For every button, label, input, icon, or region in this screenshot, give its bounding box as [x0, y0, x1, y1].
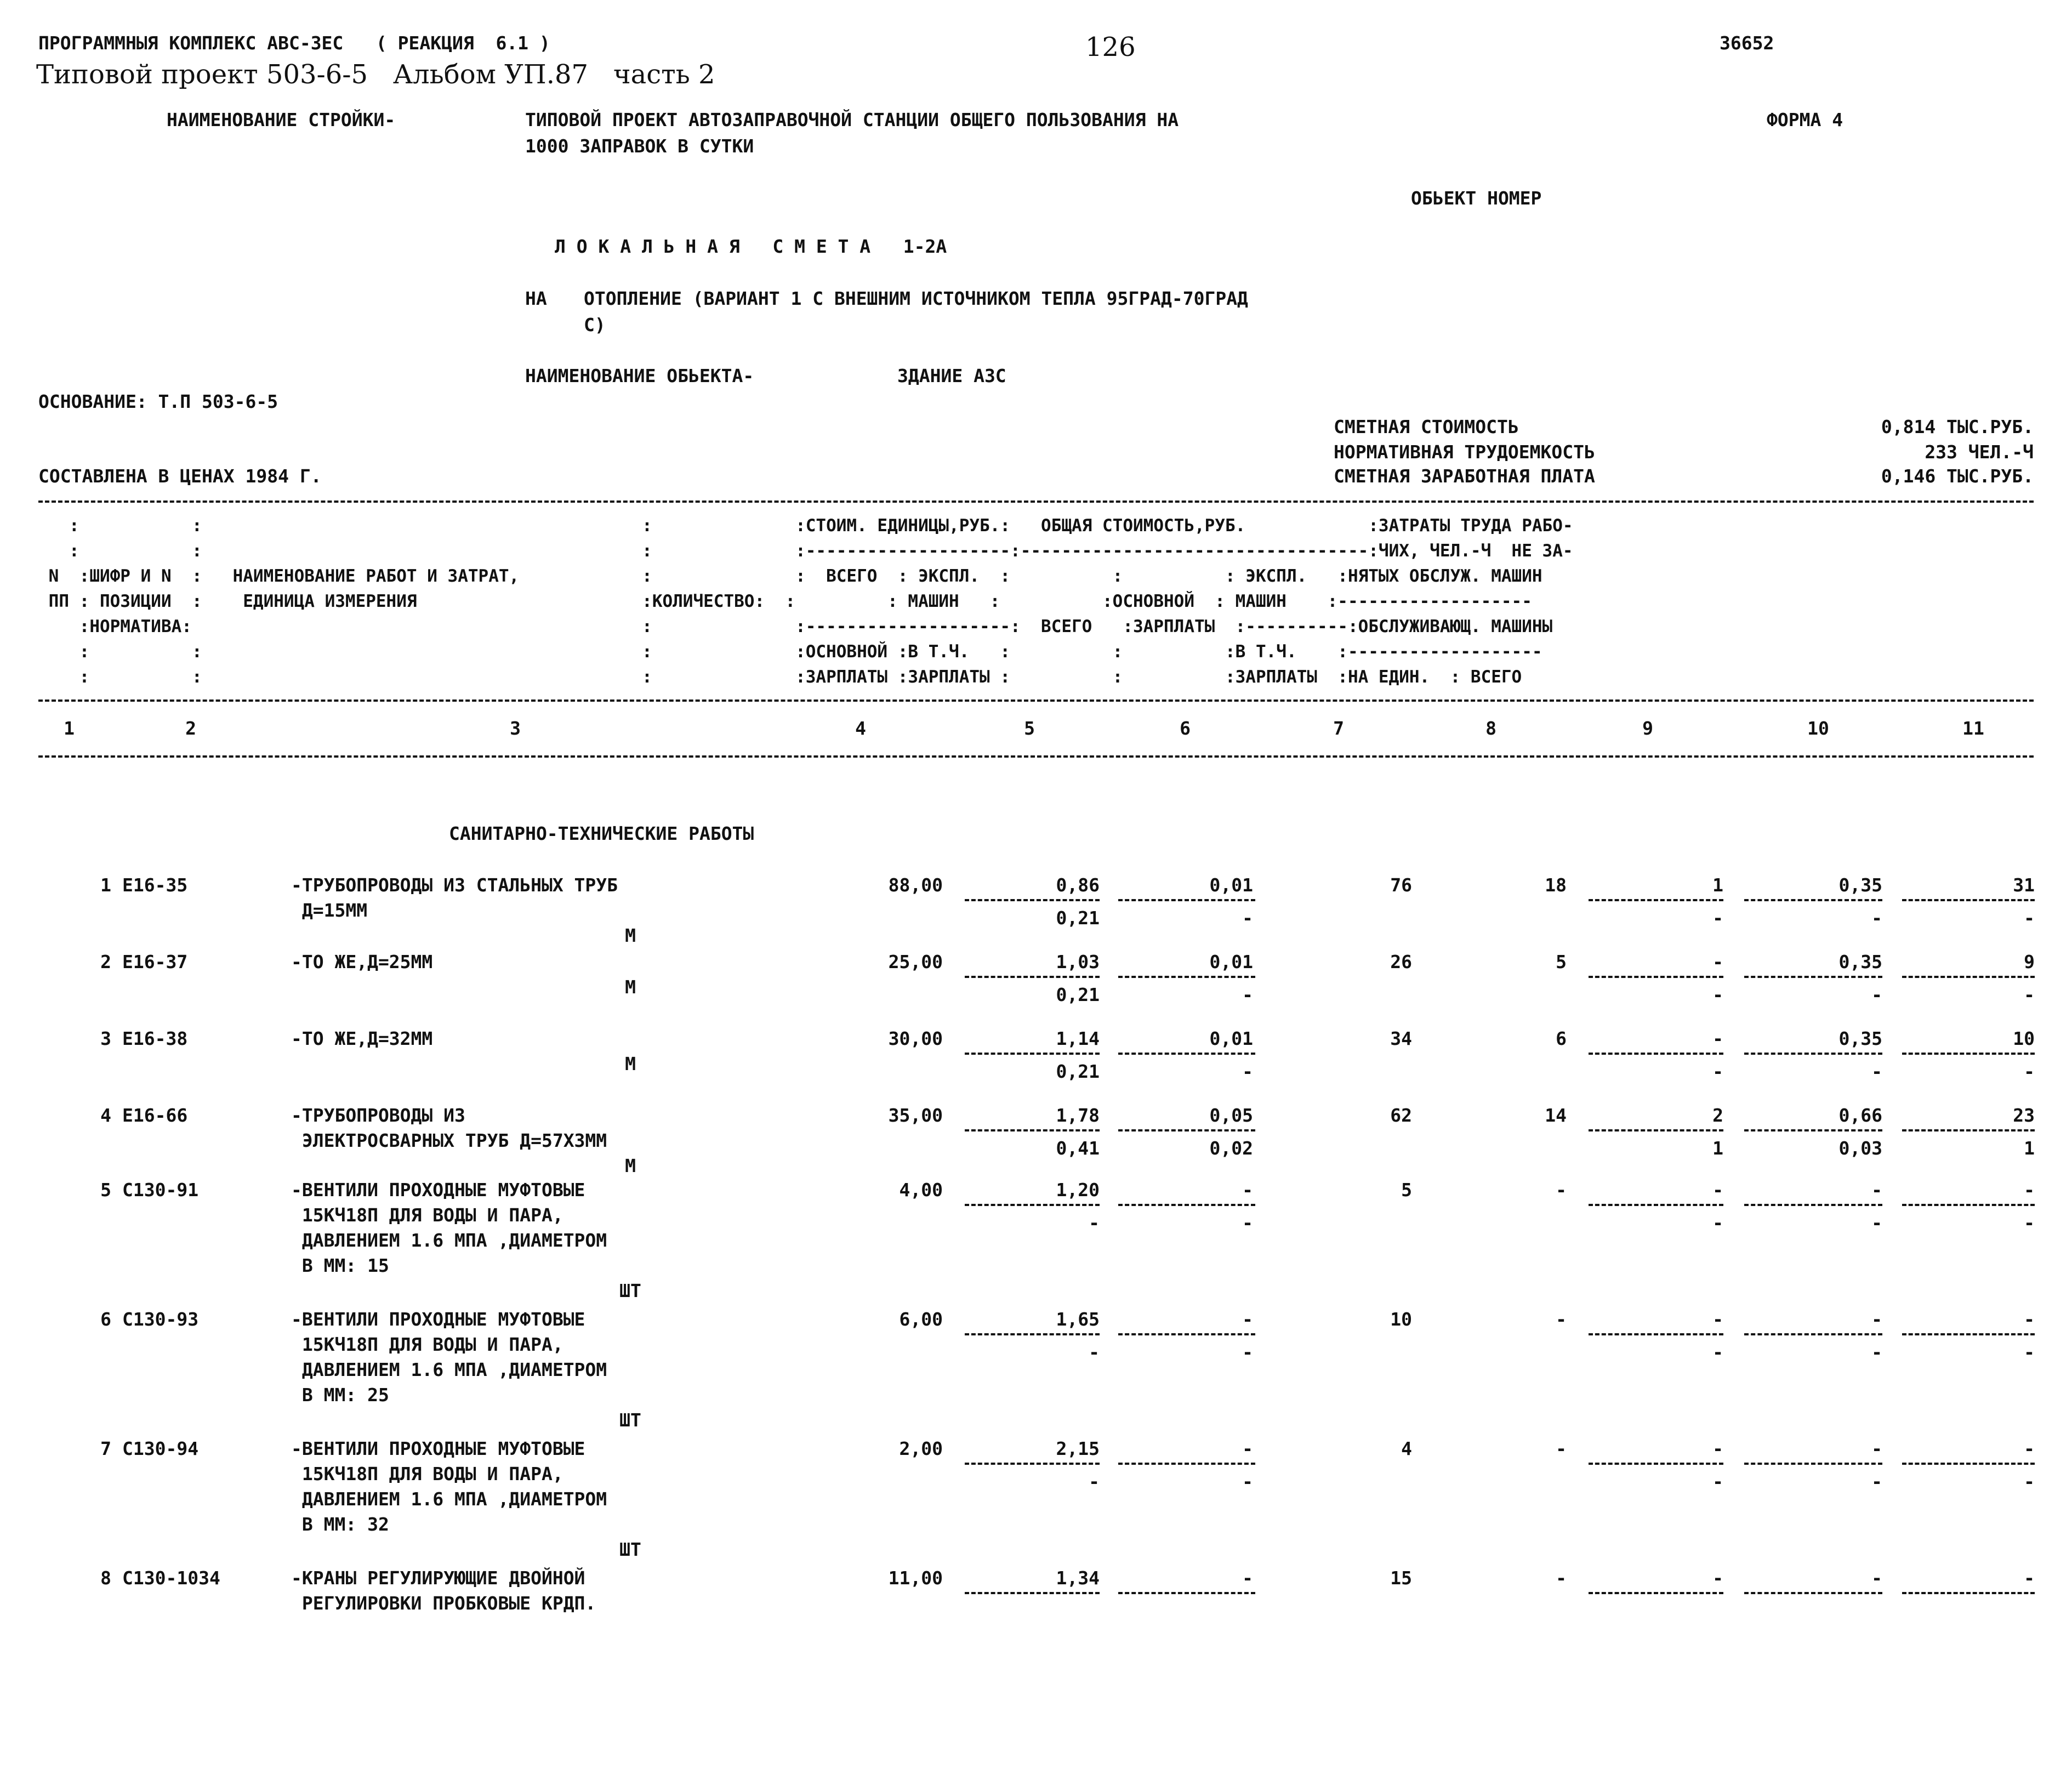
- row-total-machine-wages: -: [1712, 984, 1723, 1005]
- estimate-subject: ОТОПЛЕНИЕ (ВАРИАНТ 1 С ВНЕШНИМ ИСТОЧНИКОМ ТЕПЛА 95ГРАД-70ГРАД: [584, 288, 1248, 309]
- row-code: С130-93: [122, 1309, 199, 1330]
- row-service-labor-total: -: [2024, 1212, 2035, 1233]
- table-header-line: : : : :СТОИМ. ЕДИНИЦЫ,РУБ.: ОБЩАЯ СТОИМОСТЬ,РУБ. :ЗАТРАТЫ ТРУДА РАБО-: [38, 516, 1573, 536]
- row-total-machine-wages: -: [1712, 1212, 1723, 1233]
- row-name: -ТО ЖЕ,Д=25ММ: [291, 951, 433, 973]
- row-service-labor-per-unit: 0,03: [1838, 1138, 1882, 1159]
- row-labor-total: 31: [2013, 874, 2035, 896]
- row-labor-per-unit: 0,35: [1838, 874, 1882, 896]
- cell-divider-rule: [1589, 976, 1723, 978]
- row-unit: ШТ: [619, 1409, 641, 1431]
- basis: ОСНОВАНИЕ: Т.П 503-6-5: [38, 391, 278, 412]
- cell-divider-rule: [1902, 1129, 2035, 1131]
- cell-divider-rule: [1118, 976, 1255, 978]
- estimate-subject-line2: С): [584, 314, 606, 335]
- cell-divider-rule: [1589, 1463, 1723, 1465]
- row-name: -КРАНЫ РЕГУЛИРУЮЩИЕ ДВОЙНОЙ РЕГУЛИРОВКИ ПРОБКОВЫЕ КРДП.: [291, 1567, 596, 1614]
- row-labor-per-unit: -: [1871, 1438, 1882, 1459]
- cell-divider-rule: [1902, 899, 2035, 901]
- column-number: 9: [1642, 718, 1653, 739]
- row-service-labor-per-unit: -: [1871, 1212, 1882, 1233]
- row-total-cost: 4: [1401, 1438, 1412, 1459]
- construction-label: НАИМЕНОВАНИЕ СТРОЙКИ-: [167, 109, 396, 130]
- cell-divider-rule: [965, 1204, 1100, 1206]
- cell-divider-rule: [1902, 1053, 2035, 1055]
- row-unit: ШТ: [619, 1539, 641, 1560]
- row-total-machine-wages: -: [1712, 907, 1723, 929]
- cell-divider-rule: [1589, 1053, 1723, 1055]
- row-total-wages: -: [1556, 1309, 1567, 1330]
- page-number: 126: [1085, 32, 1136, 62]
- table-header-line: N :ШИФР И N : НАИМЕНОВАНИЕ РАБОТ И ЗАТРАТ, : : ВСЕГО : ЭКСПЛ. : : : ЭКСПЛ. :НЯТЫХ ОБСЛУЖ. МАШИН: [38, 566, 1542, 586]
- row-service-labor-per-unit: -: [1871, 907, 1882, 929]
- row-unit-cost-wages: -: [1089, 1341, 1100, 1363]
- row-total-machine-wages: -: [1712, 1471, 1723, 1492]
- row-total-machines: -: [1712, 1567, 1723, 1589]
- cell-divider-rule: [1744, 1204, 1882, 1206]
- section-title: САНИТАРНО-ТЕХНИЧЕСКИЕ РАБОТЫ: [449, 823, 754, 844]
- construction-name-line2: 1000 ЗАПРАВОК В СУТКИ: [525, 135, 754, 157]
- row-unit-cost-total: 1,34: [1056, 1567, 1100, 1589]
- cell-divider-rule: [1589, 899, 1723, 901]
- cell-divider-rule: [965, 976, 1100, 978]
- cell-divider-rule: [965, 899, 1100, 901]
- row-total-cost: 76: [1390, 874, 1412, 896]
- row-unit-cost-wages: 0,21: [1056, 907, 1100, 929]
- row-unit: М: [625, 1155, 636, 1176]
- row-total-machines: -: [1712, 1028, 1723, 1049]
- cell-divider-rule: [1744, 1592, 1882, 1594]
- row-code: Е16-37: [122, 951, 188, 973]
- row-service-labor-total: -: [2024, 907, 2035, 929]
- column-number: 7: [1333, 718, 1344, 739]
- cell-divider-rule: [965, 1463, 1100, 1465]
- column-number: 6: [1180, 718, 1191, 739]
- row-unit-cost-machines: -: [1242, 1309, 1253, 1330]
- row-unit-cost-wages: -: [1089, 1212, 1100, 1233]
- cell-divider-rule: [1744, 899, 1882, 901]
- row-quantity: 25,00: [888, 951, 943, 973]
- row-code: Е16-38: [122, 1028, 188, 1049]
- row-total-wages: 18: [1545, 874, 1567, 896]
- table-header-line: : : : :ОСНОВНОЙ :В Т.Ч. : : :В Т.Ч. :-------------------: [38, 642, 1542, 662]
- document-number: 36652: [1720, 32, 1774, 54]
- row-total-cost: 62: [1390, 1105, 1412, 1126]
- cell-divider-rule: [1118, 1053, 1255, 1055]
- row-total-wages: 14: [1545, 1105, 1567, 1126]
- column-number: 3: [510, 718, 521, 739]
- row-total-machines: -: [1712, 951, 1723, 973]
- row-labor-total: -: [2024, 1567, 2035, 1589]
- row-unit-machine-wages: -: [1242, 1341, 1253, 1363]
- row-quantity: 35,00: [888, 1105, 943, 1126]
- row-total-machine-wages: -: [1712, 1061, 1723, 1082]
- row-unit-machine-wages: -: [1242, 1471, 1253, 1492]
- row-unit-cost-machines: 0,05: [1209, 1105, 1253, 1126]
- row-total-cost: 34: [1390, 1028, 1412, 1049]
- row-unit: ШТ: [619, 1280, 641, 1301]
- cell-divider-rule: [1902, 1333, 2035, 1335]
- on-label: НА: [525, 288, 547, 309]
- row-number: 2: [100, 951, 111, 973]
- row-number: 4: [100, 1105, 111, 1126]
- summary-label-wage: СМЕТНАЯ ЗАРАБОТНАЯ ПЛАТА: [1334, 465, 1595, 487]
- row-unit-cost-total: 1,78: [1056, 1105, 1100, 1126]
- row-unit-cost-machines: -: [1242, 1567, 1253, 1589]
- row-service-labor-per-unit: -: [1871, 1061, 1882, 1082]
- row-code: Е16-35: [122, 874, 188, 896]
- row-total-wages: 5: [1556, 951, 1567, 973]
- table-header-line: : : : :ЗАРПЛАТЫ :ЗАРПЛАТЫ : : :ЗАРПЛАТЫ :НА ЕДИН. : ВСЕГО: [38, 667, 1522, 687]
- cell-divider-rule: [1744, 1053, 1882, 1055]
- cell-divider-rule: [1118, 1333, 1255, 1335]
- object-label: НАИМЕНОВАНИЕ ОБЬЕКТА-: [525, 365, 754, 386]
- row-unit-cost-total: 1,14: [1056, 1028, 1100, 1049]
- row-unit-machine-wages: -: [1242, 984, 1253, 1005]
- row-total-wages: -: [1556, 1567, 1567, 1589]
- row-unit-cost-total: 0,86: [1056, 874, 1100, 896]
- row-number: 1: [100, 874, 111, 896]
- table-header-line: :НОРМАТИВА: : :--------------------: ВСЕГО :ЗАРПЛАТЫ :----------:ОБСЛУЖИВАЮЩ. МАШИНЫ: [38, 617, 1553, 636]
- row-unit-machine-wages: -: [1242, 1212, 1253, 1233]
- row-labor-total: -: [2024, 1438, 2035, 1459]
- summary-label-cost: СМЕТНАЯ СТОИМОСТЬ: [1334, 416, 1519, 437]
- row-unit-cost-machines: -: [1242, 1179, 1253, 1201]
- row-service-labor-total: -: [2024, 984, 2035, 1005]
- cell-divider-rule: [965, 1129, 1100, 1131]
- row-labor-per-unit: -: [1871, 1179, 1882, 1201]
- column-number: 1: [64, 718, 75, 739]
- row-unit-cost-machines: 0,01: [1209, 874, 1253, 896]
- row-labor-per-unit: -: [1871, 1567, 1882, 1589]
- row-number: 7: [100, 1438, 111, 1459]
- row-labor-total: 9: [2024, 951, 2035, 973]
- table-header-line: : : : :--------------------:----------------------------------:ЧИХ, ЧЕЛ.-Ч НЕ ЗА-: [38, 541, 1573, 561]
- compiled-prices: СОСТАВЛЕНА В ЦЕНАХ 1984 Г.: [38, 465, 322, 487]
- row-unit-cost-total: 2,15: [1056, 1438, 1100, 1459]
- row-name: -ТРУБОПРОВОДЫ ИЗ ЭЛЕКТРОСВАРНЫХ ТРУБ Д=57Х3ММ: [291, 1105, 607, 1151]
- row-total-machines: 2: [1712, 1105, 1723, 1126]
- cell-divider-rule: [965, 1053, 1100, 1055]
- row-unit-machine-wages: -: [1242, 907, 1253, 929]
- summary-value-cost: 0,814 ТЫС.РУБ.: [1881, 416, 2034, 437]
- cell-divider-rule: [965, 1592, 1100, 1594]
- row-unit: М: [625, 1053, 636, 1074]
- column-number: 11: [1962, 718, 1984, 739]
- row-total-machines: -: [1712, 1309, 1723, 1330]
- object-name: ЗДАНИЕ АЗС: [897, 365, 1006, 386]
- cell-divider-rule: [1589, 1333, 1723, 1335]
- column-number: 5: [1024, 718, 1035, 739]
- row-name: -ТО ЖЕ,Д=32ММ: [291, 1028, 433, 1049]
- row-unit-cost-total: 1,65: [1056, 1309, 1100, 1330]
- row-unit-cost-total: 1,20: [1056, 1179, 1100, 1201]
- row-service-labor-per-unit: -: [1871, 1471, 1882, 1492]
- program-header: ПРОГРАММНЫЯ КОМПЛЕКС АВС-3ЕС ( РЕАКЦИЯ 6.1 ): [38, 32, 550, 54]
- row-total-machine-wages: 1: [1712, 1138, 1723, 1159]
- row-number: 5: [100, 1179, 111, 1201]
- row-code: С130-91: [122, 1179, 199, 1201]
- construction-name: ТИПОВОЙ ПРОЕКТ АВТОЗАПРАВОЧНОЙ СТАНЦИИ ОБЩЕГО ПОЛЬЗОВАНИЯ НА: [525, 109, 1179, 130]
- row-unit: М: [625, 925, 636, 946]
- cell-divider-rule: [1118, 1204, 1255, 1206]
- row-unit: М: [625, 976, 636, 998]
- row-total-wages: -: [1556, 1438, 1567, 1459]
- row-labor-per-unit: -: [1871, 1309, 1882, 1330]
- cell-divider-rule: [1589, 1129, 1723, 1131]
- row-service-labor-total: 1: [2024, 1138, 2035, 1159]
- row-number: 3: [100, 1028, 111, 1049]
- row-name: -ВЕНТИЛИ ПРОХОДНЫЕ МУФТОВЫЕ 15КЧ18П ДЛЯ ВОДЫ И ПАРА, ДАВЛЕНИЕМ 1.6 МПА ,ДИАМЕТРОМ В ММ: 32: [291, 1438, 607, 1535]
- row-labor-per-unit: 0,35: [1838, 951, 1882, 973]
- row-total-cost: 5: [1401, 1179, 1412, 1201]
- row-service-labor-total: -: [2024, 1061, 2035, 1082]
- table-header-line: ПП : ПОЗИЦИИ : ЕДИНИЦА ИЗМЕРЕНИЯ :КОЛИЧЕСТВО: : : МАШИН : :ОСНОВНОЙ : МАШИН :-------------------: [38, 592, 1532, 611]
- row-total-machines: -: [1712, 1438, 1723, 1459]
- row-total-wages: -: [1556, 1179, 1567, 1201]
- row-code: С130-1034: [122, 1567, 220, 1589]
- cell-divider-rule: [1744, 976, 1882, 978]
- row-service-labor-total: -: [2024, 1471, 2035, 1492]
- object-number-label: ОБЬЕКТ НОМЕР: [1411, 187, 1542, 209]
- row-quantity: 30,00: [888, 1028, 943, 1049]
- cell-divider-rule: [1902, 976, 2035, 978]
- row-quantity: 6,00: [899, 1309, 943, 1330]
- row-code: С130-94: [122, 1438, 199, 1459]
- row-total-cost: 10: [1390, 1309, 1412, 1330]
- row-code: Е16-66: [122, 1105, 188, 1126]
- row-unit-cost-total: 1,03: [1056, 951, 1100, 973]
- row-unit-machine-wages: -: [1242, 1061, 1253, 1082]
- row-total-wages: 6: [1556, 1028, 1567, 1049]
- row-labor-total: 23: [2013, 1105, 2035, 1126]
- column-number: 10: [1807, 718, 1829, 739]
- row-service-labor-per-unit: -: [1871, 984, 1882, 1005]
- row-total-cost: 26: [1390, 951, 1412, 973]
- cell-divider-rule: [1118, 1129, 1255, 1131]
- project-title: Типовой проект 503-6-5 Альбом УП.87 часть 2: [36, 59, 715, 90]
- row-unit-cost-machines: 0,01: [1209, 1028, 1253, 1049]
- cell-divider-rule: [1118, 1592, 1255, 1594]
- row-unit-cost-machines: -: [1242, 1438, 1253, 1459]
- row-unit-cost-wages: 0,21: [1056, 1061, 1100, 1082]
- summary-value-wage: 0,146 ТЫС.РУБ.: [1881, 465, 2034, 487]
- cell-divider-rule: [1744, 1333, 1882, 1335]
- cell-divider-rule: [1118, 1463, 1255, 1465]
- cell-divider-rule: [1589, 1204, 1723, 1206]
- row-quantity: 4,00: [899, 1179, 943, 1201]
- cell-divider-rule: [1902, 1204, 2035, 1206]
- column-number: 4: [855, 718, 866, 739]
- row-service-labor-per-unit: -: [1871, 1341, 1882, 1363]
- row-service-labor-total: -: [2024, 1341, 2035, 1363]
- row-name: -ВЕНТИЛИ ПРОХОДНЫЕ МУФТОВЫЕ 15КЧ18П ДЛЯ ВОДЫ И ПАРА, ДАВЛЕНИЕМ 1.6 МПА ,ДИАМЕТРОМ В ММ: 25: [291, 1309, 607, 1406]
- row-total-machines: -: [1712, 1179, 1723, 1201]
- column-number: 8: [1485, 718, 1496, 739]
- row-name: -ВЕНТИЛИ ПРОХОДНЫЕ МУФТОВЫЕ 15КЧ18П ДЛЯ ВОДЫ И ПАРА, ДАВЛЕНИЕМ 1.6 МПА ,ДИАМЕТРОМ В ММ: 15: [291, 1179, 607, 1276]
- row-total-machine-wages: -: [1712, 1341, 1723, 1363]
- cell-divider-rule: [965, 1333, 1100, 1335]
- form-label: ФОРМА 4: [1767, 109, 1843, 130]
- row-quantity: 11,00: [888, 1567, 943, 1589]
- row-labor-total: 10: [2013, 1028, 2035, 1049]
- cell-divider-rule: [1902, 1592, 2035, 1594]
- row-total-cost: 15: [1390, 1567, 1412, 1589]
- summary-value-labor: 233 ЧЕЛ.-Ч: [1925, 441, 2034, 463]
- row-labor-per-unit: 0,66: [1838, 1105, 1882, 1126]
- row-total-machines: 1: [1712, 874, 1723, 896]
- row-labor-per-unit: 0,35: [1838, 1028, 1882, 1049]
- row-unit-cost-wages: 0,41: [1056, 1138, 1100, 1159]
- summary-label-labor: НОРМАТИВНАЯ ТРУДОЕМКОСТЬ: [1334, 441, 1595, 463]
- row-quantity: 2,00: [899, 1438, 943, 1459]
- column-number: 2: [185, 718, 196, 739]
- row-unit-cost-machines: 0,01: [1209, 951, 1253, 973]
- cell-divider-rule: [1744, 1463, 1882, 1465]
- row-number: 8: [100, 1567, 111, 1589]
- row-name: -ТРУБОПРОВОДЫ ИЗ СТАЛЬНЫХ ТРУБ Д=15ММ: [291, 874, 618, 921]
- row-labor-total: -: [2024, 1309, 2035, 1330]
- row-number: 6: [100, 1309, 111, 1330]
- row-labor-total: -: [2024, 1179, 2035, 1201]
- row-unit-cost-wages: 0,21: [1056, 984, 1100, 1005]
- cell-divider-rule: [1744, 1129, 1882, 1131]
- cell-divider-rule: [1589, 1592, 1723, 1594]
- row-quantity: 88,00: [888, 874, 943, 896]
- row-unit-cost-wages: -: [1089, 1471, 1100, 1492]
- estimate-title: Л О К А Л Ь Н А Я С М Е Т А 1-2А: [555, 236, 947, 257]
- row-unit-machine-wages: 0,02: [1209, 1138, 1253, 1159]
- cell-divider-rule: [1118, 899, 1255, 901]
- cell-divider-rule: [1902, 1463, 2035, 1465]
